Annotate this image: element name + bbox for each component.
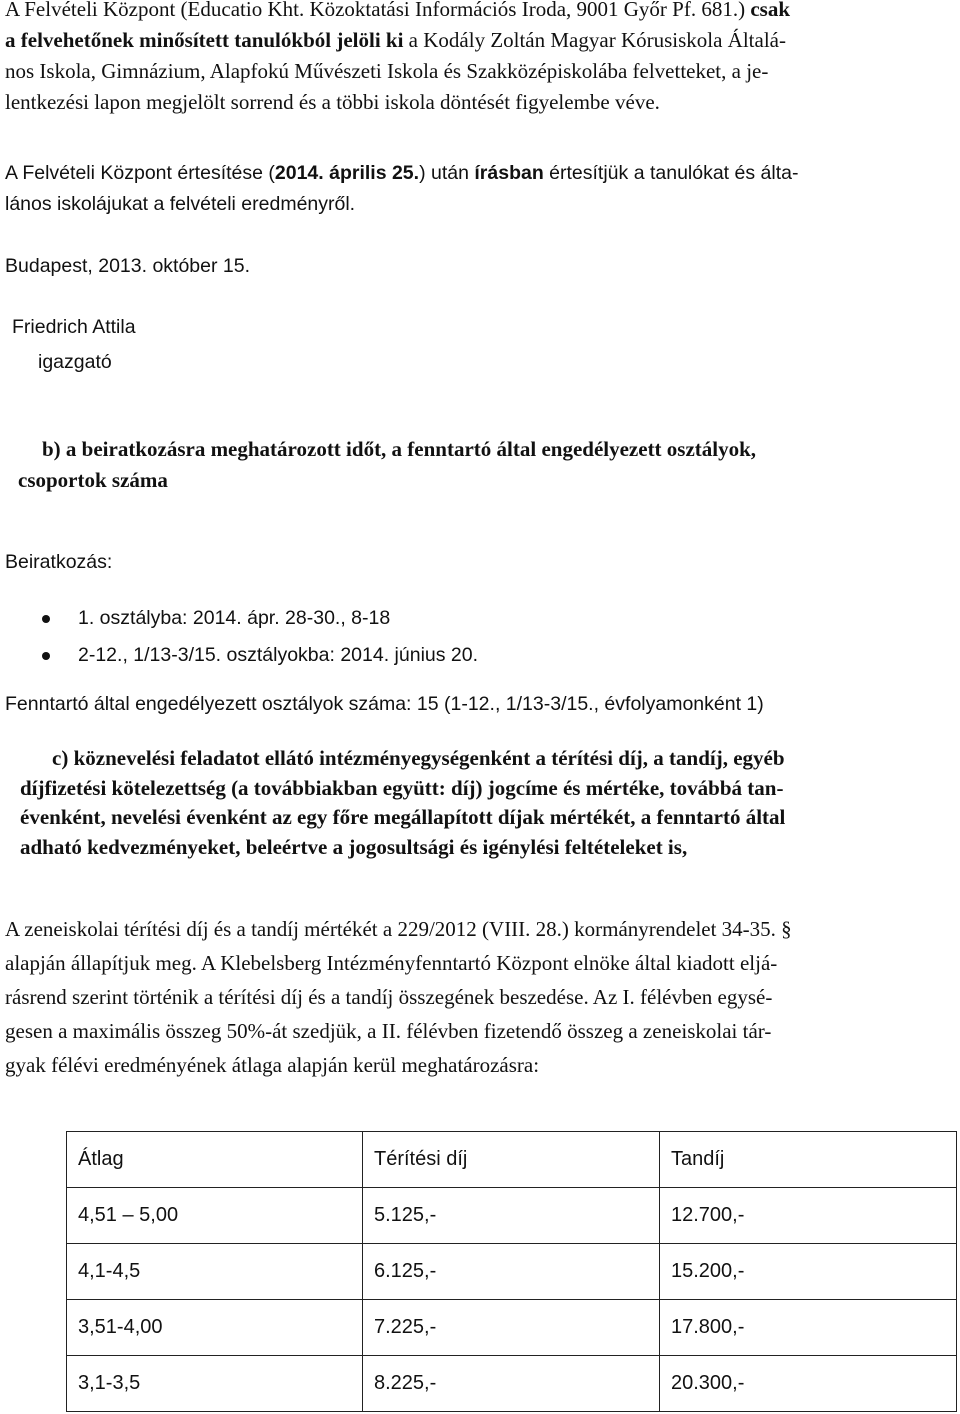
header-cell-fee: Térítési díj: [363, 1132, 660, 1188]
section-c-line-4: adható kedvezményeket, beleértve a jogosultsági és igénylési feltételeket is,: [20, 834, 688, 859]
header-line-3: nos Iskola, Gimnázium, Alapfokú Művészeti Iskola és Szakközépiskolába felvetteket, a je-: [5, 59, 769, 83]
header-line-2-bold: a felvehetőnek minősített tanulókból jelöli ki: [5, 28, 404, 52]
notice-date: 2014. április 25.: [274, 162, 420, 184]
table-row: [67, 1244, 957, 1300]
notice-text-1: A Felvételi Központ értesítése (: [5, 162, 275, 184]
fee-line-3: rásrend szerint történik a térítési díj és a tandíj összegének beszedése. Az I. félévben egysé-: [5, 985, 773, 1009]
section-c-line-1: c) köznevelési feladatot ellátó intézményegységenként a térítési díj, a tandíj, egyéb: [52, 746, 785, 770]
cell-tuition: 17.800,-: [660, 1300, 957, 1356]
section-c-heading: [20, 744, 945, 862]
place-date: Budapest, 2013. október 15.: [5, 255, 251, 277]
enrollment-heading: Beiratkozás:: [5, 551, 113, 573]
header-line-1-bold: csak: [745, 0, 791, 21]
notice-text-2: ) után: [419, 162, 475, 184]
notice-line-2: lános iskolájukat a felvételi eredményről.: [5, 193, 356, 215]
fee-line-1: A zeneiskolai térítési díj és a tandíj mértékét a 229/2012 (VIII. 28.) kormányrendelet 34-35. §: [5, 917, 792, 941]
fee-table: [66, 1131, 957, 1412]
section-b-line-2: csoportok száma: [18, 468, 168, 492]
header-line-2: a Kodály Zoltán Magyar Kórusiskola Általá-: [403, 28, 786, 52]
table-row: [67, 1356, 957, 1412]
header-line-1: A Felvételi Központ (Educatio Kht. Közoktatási Információs Iroda, 9001 Győr Pf. 681.): [5, 0, 746, 21]
signature-name: Friedrich Attila: [12, 316, 136, 338]
header-paragraph: [5, 0, 930, 118]
table-row: [67, 1188, 957, 1244]
table-header-row: [67, 1132, 957, 1188]
approved-classes: Fenntartó által engedélyezett osztályok száma: 15 (1-12., 1/13-3/15., évfolyamonként 1): [5, 693, 764, 715]
cell-tuition: 15.200,-: [660, 1244, 957, 1300]
notice-text-3: értesítjük a tanulókat és álta-: [543, 162, 799, 184]
enrollment-list: [42, 600, 478, 674]
section-c-line-3: évenként, nevelési évenként az egy főre megállapított díjak mértékét, a fenntartó által: [20, 805, 786, 829]
fee-line-4: gesen a maximális összeg 50%-át szedjük, a II. félévben fizetendő összeg a zeneiskolai tár-: [5, 1019, 772, 1043]
cell-average: 3,1-3,5: [67, 1356, 363, 1412]
header-cell-tuition: Tandíj: [660, 1132, 957, 1188]
section-c-line-2: díjfizetési kötelezettség (a továbbiakban együtt: díj) jogcíme és mértéke, továbbá tan-: [20, 775, 784, 800]
cell-average: 4,51 – 5,00: [67, 1188, 363, 1244]
fee-line-2: alapján állapítjuk meg. A Klebelsberg Intézményfenntartó Központ elnöke által kiadott eljá-: [5, 951, 778, 975]
notice-paragraph: [5, 158, 930, 220]
fee-line-5: gyak félévi eredményének átlaga alapján kerül meghatározásra:: [5, 1053, 540, 1077]
fee-paragraph: [5, 912, 930, 1082]
cell-fee: 8.225,-: [363, 1356, 660, 1412]
enrollment-item-2: 2-12., 1/13-3/15. osztályokba: 2014. június 20.: [42, 637, 478, 674]
header-cell-average: Átlag: [67, 1132, 363, 1188]
cell-tuition: 12.700,-: [660, 1188, 957, 1244]
table-row: [67, 1300, 957, 1356]
cell-average: 3,51-4,00: [67, 1300, 363, 1356]
enrollment-item-1: 1. osztályba: 2014. ápr. 28-30., 8-18: [42, 600, 478, 637]
cell-fee: 5.125,-: [363, 1188, 660, 1244]
signature-title: igazgató: [38, 351, 112, 373]
cell-fee: 6.125,-: [363, 1244, 660, 1300]
cell-average: 4,1-4,5: [67, 1244, 363, 1300]
cell-fee: 7.225,-: [363, 1300, 660, 1356]
section-b-heading: [18, 434, 943, 496]
notice-bold-word: írásban: [474, 162, 544, 184]
section-b-line-1: b) a beiratkozásra meghatározott időt, a fenntartó által engedélyezett osztályok,: [42, 437, 757, 461]
header-line-4: lentkezési lapon megjelölt sorrend és a többi iskola döntését figyelembe véve.: [5, 90, 660, 114]
cell-tuition: 20.300,-: [660, 1356, 957, 1412]
